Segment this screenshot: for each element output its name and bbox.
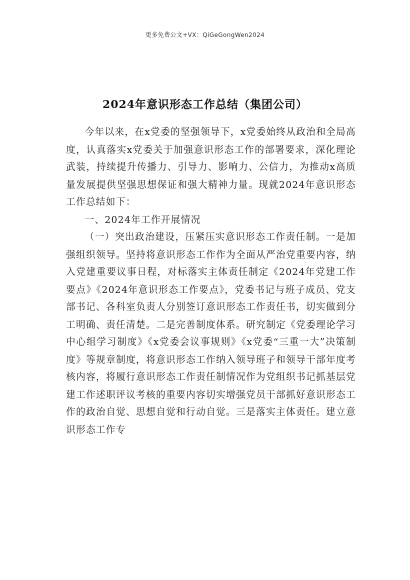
section-heading: 一、2024年工作开展情况 bbox=[84, 214, 201, 226]
document-body bbox=[66, 124, 356, 439]
intro-paragraph: 今年以来，在x党委的坚强领导下，x党委始终从政治和全局高度，认真落实x党委关于加强意识形态工作的部署要求，深化理论武装，持续提升传播力、引导力、影响力、公信力，为推动x高质量发展提供坚强思想保证和强大精神力量。现就2024年意识形态工作总结如下： bbox=[66, 127, 356, 208]
document-title: 2024年意识形态工作总结（集团公司） bbox=[102, 98, 308, 111]
header-note: 更多免费公文+VX：QiGeGongWen2024 bbox=[145, 32, 265, 39]
subsection-paragraph: （一）突出政治建设，压紧压实意识形态工作责任制。一是加强组织领导。坚持将意识形态工作作为全面从严治党重要内容，纳入党建重要议事日程，对标落实主体责任制定《2024年党建工作要点》《2024年意识形态工作要点》，党委书记与班子成员、党支部书记、各科室负责人分别签订意识形态工作责任书，切实做到分工明确、责任清楚。二是完善制度体系。研究制定《党委理论学习中心组学习制度》《x党委会议事规则》《x党委“三重一大”决策制度》等规章制度，将意识形态工作纳入领导班子和领导干部年度考核内容，将履行意识形态工作责任制情况作为党组织书记抓基层党建工作述职评议考核的重要内容切实增强党员干部抓好意识形态工作的政治自觉、思想自觉和行动自觉。三是落实主体责任。建立意识形态工作专 bbox=[66, 232, 356, 436]
